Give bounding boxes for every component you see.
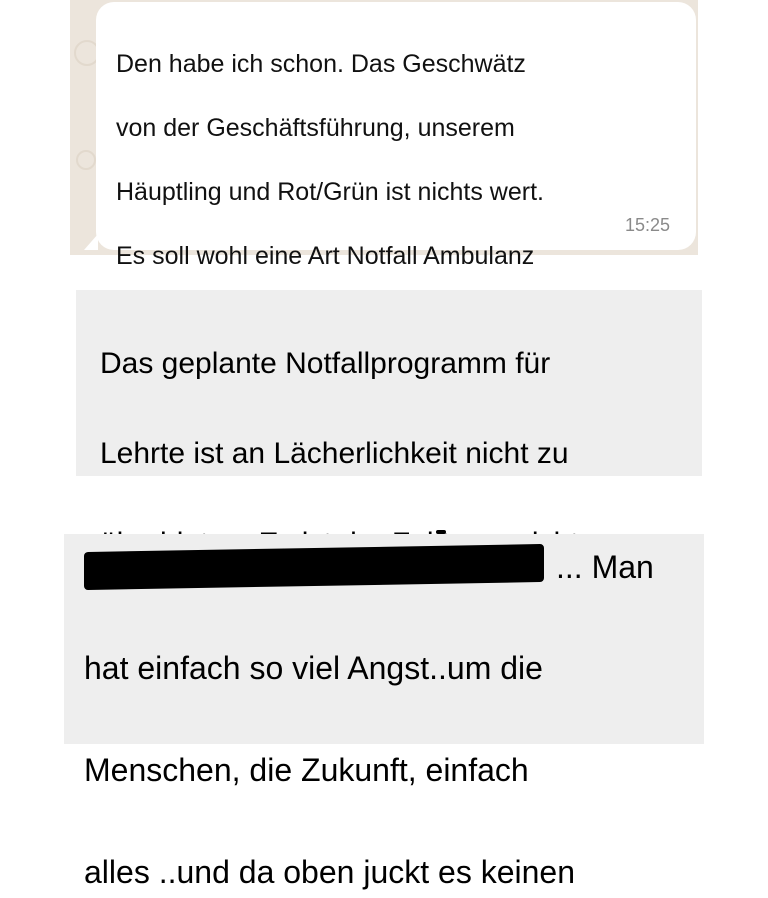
excerpt-line: alles ..und da oben juckt es keinen [84,854,575,890]
message-line: Es soll wohl eine Art Notfall Ambulanz [116,242,535,270]
message-excerpt-2 [64,534,704,890]
message-text [116,16,676,336]
chat-screenshot [70,0,698,270]
wallpaper-doodle [76,150,96,170]
message-excerpt-1 [76,290,702,476]
excerpt-line: ... Man [556,549,654,585]
redaction-bar [84,544,544,590]
message-timestamp: 15:25 [624,215,670,235]
excerpt-line: hat einfach so viel Angst..um die [84,650,543,686]
excerpt-line: Menschen, die Zukunft, einfach [84,752,529,788]
excerpt-text [84,592,690,898]
message-bubble[interactable] [96,2,696,270]
excerpt-line: Lehrte ist an Lächerlichkeit nicht zu [100,437,569,470]
message-line: von der Geschäftsführung, unserem [116,114,515,142]
bubble-tail [84,234,98,250]
message-line: Häuptling und Rot/Grün ist nichts wert. [116,178,544,206]
redacted-line [84,542,690,592]
message-line: Den habe ich schon. Das Geschwätz [116,50,526,78]
excerpt-line: Das geplante Notfallprogramm für [100,347,551,380]
